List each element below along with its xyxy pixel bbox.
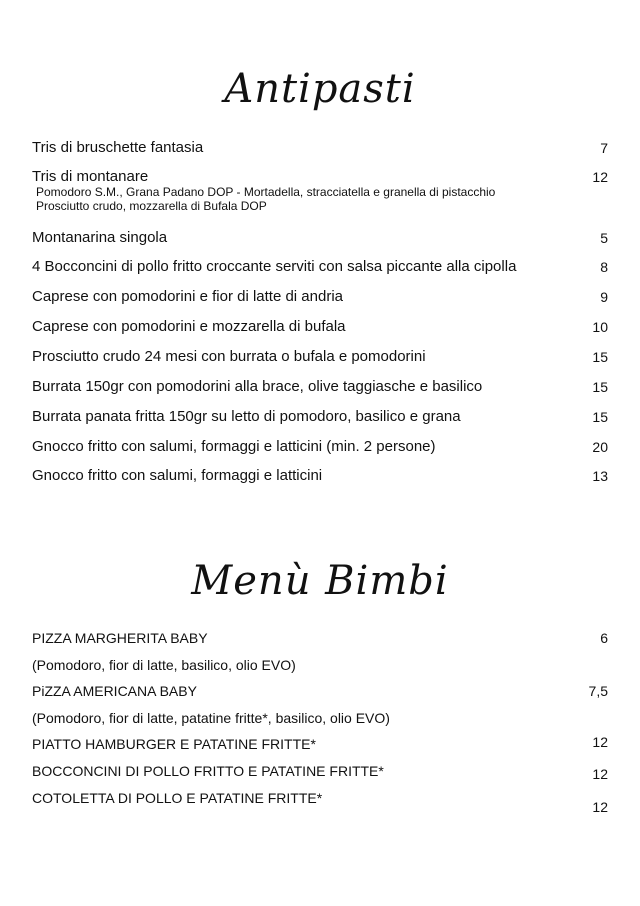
item-name: Montanarina singola: [32, 229, 168, 246]
item-price: 12: [592, 734, 608, 750]
item-price: 5: [600, 230, 608, 246]
item-price: 15: [592, 379, 608, 395]
item-name: Gnocco fritto con salumi, formaggi e latticini (min. 2 persone): [32, 438, 436, 455]
item-name: PIATTO HAMBURGER E PATATINE FRITTE*: [32, 736, 316, 752]
item-price: 7,5: [588, 683, 608, 699]
item-price: 13: [592, 468, 608, 484]
item-price: 12: [592, 766, 608, 782]
item-name: (Pomodoro, fior di latte, basilico, olio EVO): [32, 657, 296, 673]
item-name: Caprese con pomodorini e mozzarella di bufala: [32, 318, 346, 335]
item-name: Burrata 150gr con pomodorini alla brace, olive taggiasche e basilico: [32, 378, 483, 395]
item-name: Tris di montanare: [32, 168, 149, 185]
item-price: 7: [600, 140, 608, 156]
item-price: 15: [592, 349, 608, 365]
item-name: Gnocco fritto con salumi, formaggi e latticini: [32, 467, 323, 484]
item-name: Caprese con pomodorini e fior di latte di andria: [32, 288, 344, 305]
item-name: BOCCONCINI DI POLLO FRITTO E PATATINE FRITTE*: [32, 763, 384, 779]
item-price: 6: [600, 630, 608, 646]
item-price: 8: [600, 259, 608, 275]
item-name: Prosciutto crudo 24 mesi con burrata o bufala e pomodorini: [32, 348, 426, 365]
menu-bimbi-title: Menù Bimbi: [191, 558, 449, 604]
item-price: 20: [592, 439, 608, 455]
item-name: 4 Bocconcini di pollo fritto croccante serviti con salsa piccante alla cipolla: [32, 258, 517, 275]
item-price: 10: [592, 319, 608, 335]
item-name: PIZZA MARGHERITA BABY: [32, 630, 208, 646]
item-name: (Pomodoro, fior di latte, patatine fritte*, basilico, olio EVO): [32, 710, 390, 726]
item-price: 15: [592, 409, 608, 425]
item-detail: Prosciutto crudo, mozzarella di Bufala DOP: [36, 199, 267, 213]
item-price: 12: [592, 799, 608, 815]
item-name: PiZZA AMERICANA BABY: [32, 683, 197, 699]
item-name: COTOLETTA DI POLLO E PATATINE FRITTE*: [32, 790, 323, 806]
item-price: 9: [600, 289, 608, 305]
item-name: Burrata panata fritta 150gr su letto di pomodoro, basilico e grana: [32, 408, 461, 425]
antipasti-title: Antipasti: [224, 66, 416, 112]
item-price: 12: [592, 169, 608, 185]
item-name: Tris di bruschette fantasia: [32, 139, 204, 156]
item-detail: Pomodoro S.M., Grana Padano DOP - Mortadella, stracciatella e granella di pistacchio: [36, 185, 496, 199]
